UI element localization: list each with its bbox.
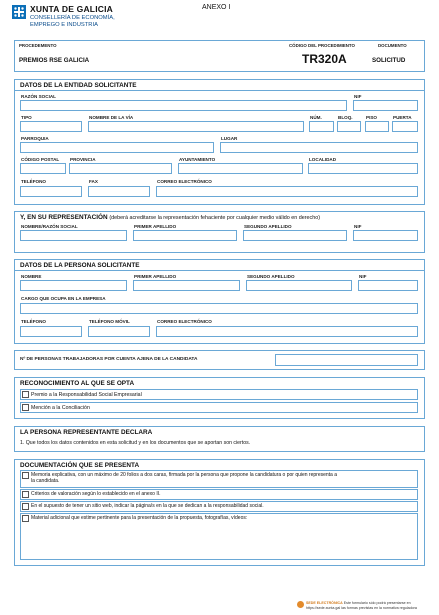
representation-note: (deberá acreditarse la representación fehaciente por cualquier medio válido en derecho) [109,215,321,221]
num-label: NÚM. [310,115,322,120]
documentation-item-text: Material adicional que estime pertinente para la presentación de la propuesta, fotografías, vídeos: [31,514,248,521]
person-nif-label: NIF [359,274,367,279]
applicant-divider [14,90,425,91]
applicant-nif-label: NIF [354,94,362,99]
razon-social-field[interactable] [20,100,347,111]
workers-field[interactable] [275,354,418,366]
lugar-label: LUGAR [221,136,238,141]
rep-segundo-apellido-field[interactable] [243,230,347,241]
documentation-item-text [31,472,416,485]
workers-label: Nº DE PERSONAS TRABAJADORAS POR CUENTA AJENA DE LA CANDIDATA [20,357,198,362]
documentation-item-checkbox[interactable] [22,491,29,498]
lugar-field[interactable] [220,142,418,153]
parroquia-field[interactable] [20,142,214,153]
person-nombre-field[interactable] [20,280,127,291]
document-label: DOCUMENTO [378,43,407,48]
procedure-label: PROCEDEMENTO [19,43,57,48]
person-correo-label: CORREO ELECTRÓNICO [157,319,212,324]
footer-line-2: https://sede.xunta.gal las formas previstas en la normativa reguladora [306,606,417,610]
person-telefono-movil-field[interactable] [88,326,150,337]
person-segundo-apellido-label: SEGUNDO APELLIDO [247,274,295,279]
person-section-title: DATOS DE LA PERSONA SOLICITANTE [20,262,140,269]
recognition-option-label: Premio a la Responsabilidad Social Empresarial [31,391,142,398]
rep-primer-apellido-label: PRIMER APELLIDO [134,224,177,229]
fax-label: FAX [89,179,98,184]
applicant-nif-field[interactable] [353,100,418,111]
piso-label: PISO [366,115,377,120]
localidad-field[interactable] [308,163,418,174]
documentation-item-checkbox[interactable] [22,503,29,510]
declaration-section-title: LA PERSONA REPRESENTANTE DECLARA [20,429,153,436]
num-field[interactable] [309,121,334,132]
footer-line-1 [306,601,411,605]
bloq-label: BLOQ. [338,115,353,120]
recognition-option-checkbox[interactable] [22,404,29,411]
person-nombre-label: NOMBRE [21,274,42,279]
person-primer-apellido-field[interactable] [133,280,240,291]
rep-nombre-field[interactable] [20,230,127,241]
person-divider [14,270,425,271]
puerta-label: PUERTA [393,115,412,120]
piso-field[interactable] [365,121,389,132]
documentation-item-text: Criterios de valoración según lo establecido en el anexo II. [31,490,161,497]
tipo-label: TIPO [21,115,32,120]
procedure-code-value: TR320A [302,52,347,66]
codigo-postal-label: CÓDIGO POSTAL [21,157,60,162]
documentation-section-title: DOCUMENTACIÓN QUE SE PRESENTA [20,462,140,469]
footer-line-1-text: Este formulario sólo podrá presentarse en [343,601,411,605]
codigo-postal-field[interactable] [20,163,66,174]
rep-segundo-apellido-label: SEGUNDO APELLIDO [244,224,292,229]
applicant-correo-label: CORREO ELECTRÓNICO [157,179,212,184]
puerta-field[interactable] [392,121,418,132]
documentation-item-checkbox[interactable] [22,472,29,479]
procedure-value: PREMIOS RSE GALICIA [19,57,90,64]
representation-title: Y, EN SU REPRESENTACIÓN [20,214,108,221]
rep-nombre-label: NOMBRE/RAZÓN SOCIAL [21,224,78,229]
recognition-option-checkbox[interactable] [22,391,29,398]
department-line-1: CONSELLERÍA DE ECONOMÍA, [30,15,115,21]
person-telefono-label: TELÉFONO [21,319,47,324]
annex-label: ANEXO I [202,4,231,11]
department-line-2: EMPREGO E INDUSTRIA [30,22,98,28]
applicant-correo-field[interactable] [156,186,418,197]
additional-material-textarea[interactable] [30,523,415,558]
localidad-label: LOCALIDAD [309,157,337,162]
recognition-section-title: RECONOCIMIENTO AL QUE SE OPTA [20,380,135,387]
declaration-text: 1. Que todos los datos contenidos en esta solicitud y en los documentos que se aportan son ciertos. [20,440,251,446]
rep-nif-label: NIF [354,224,362,229]
person-segundo-apellido-field[interactable] [246,280,352,291]
documentation-item-line: la candidata. [31,478,60,485]
applicant-telefono-label: TELÉFONO [21,179,47,184]
documentation-item-line: Memoria explicativa, con un máximo de 20 folios a dos caras, firmada por la persona que propone la candidatura o por quien representa a [31,471,338,478]
bloq-field[interactable] [337,121,361,132]
xunta-logo [12,5,26,19]
org-name: XUNTA DE GALICIA [30,4,114,14]
person-telefono-movil-label: TELÉFONO MÓVIL [89,319,130,324]
cargo-field[interactable] [20,303,418,314]
nombre-via-label: NOMBRE DE LA VÍA [89,115,134,120]
ayuntamiento-field[interactable] [178,163,303,174]
person-telefono-field[interactable] [20,326,82,337]
rep-primer-apellido-field[interactable] [133,230,237,241]
recognition-option-label: Mención a la Conciliación [31,404,90,411]
tipo-field[interactable] [20,121,82,132]
footer-brand: SEDE ELECTRÓNICA [306,601,343,605]
provincia-label: PROVINCIA [70,157,96,162]
provincia-field[interactable] [69,163,172,174]
ayuntamiento-label: AYUNTAMIENTO [179,157,216,162]
fax-field[interactable] [88,186,150,197]
person-primer-apellido-label: PRIMER APELLIDO [134,274,177,279]
sede-electronica-icon [297,601,304,608]
procedure-code-label: CÓDIGO DEL PROCEDIMIENTO [289,43,355,48]
person-nif-field[interactable] [358,280,418,291]
documentation-item-text: En el supuesto de tener un sitio web, indicar la página/s en la que se dedican a la responsabilidad social. [31,502,264,509]
procedure-box [14,40,425,72]
document-value: SOLICITUD [372,57,406,64]
person-correo-field[interactable] [156,326,418,337]
documentation-item-checkbox[interactable] [22,515,29,522]
cargo-label: CARGO QUE OCUPA EN LA EMPRESA [21,296,106,301]
applicant-section-title: DATOS DE LA ENTIDAD SOLICITANTE [20,82,137,89]
representation-section-title [20,214,320,221]
rep-nif-field[interactable] [353,230,418,241]
applicant-telefono-field[interactable] [20,186,82,197]
nombre-via-field[interactable] [88,121,304,132]
parroquia-label: PARROQUIA [21,136,49,141]
razon-social-label: RAZÓN SOCIAL [21,94,56,99]
